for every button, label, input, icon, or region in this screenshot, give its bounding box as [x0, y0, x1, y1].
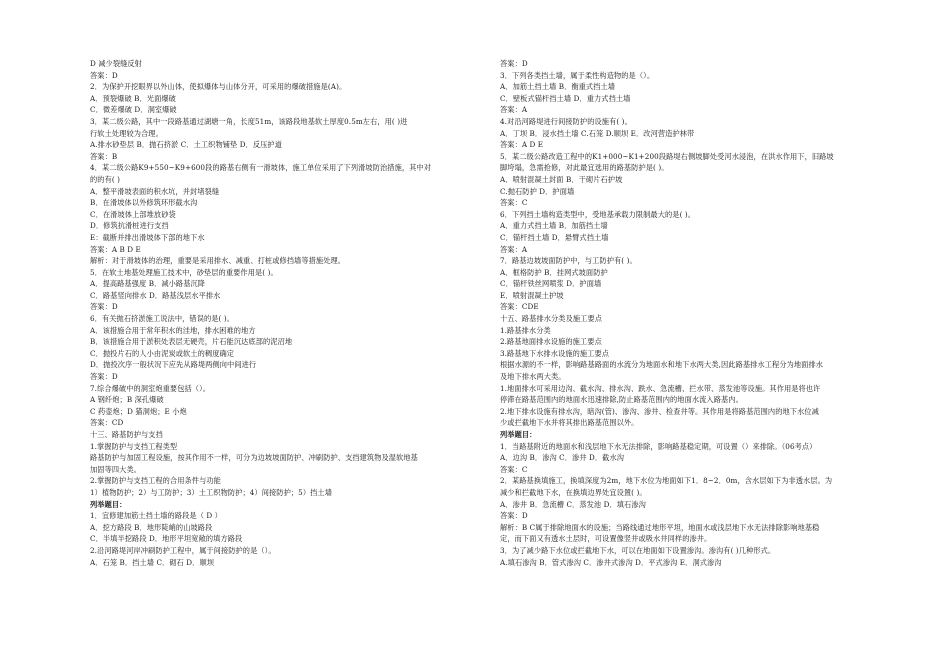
text-line: 列举题目：: [500, 430, 537, 439]
text-line: 定，而下面又有透水土层时，可设置像竖井或吸水井同样的渗井。: [500, 534, 712, 544]
text-line: 行软土处理较为合理。: [90, 128, 163, 138]
text-line: 2.沿河路堤河岸冲刷防护工程中，属于间接防护的是（）。: [90, 545, 276, 555]
text-line: 3．为了减少路下水位或拦截地下水，可以在地面如下设置渗沟。渗沟有( )几种形式。: [500, 545, 776, 555]
text-line: 答案：A: [500, 105, 528, 115]
text-line: 3.路基地下水排水设施的施工要点: [500, 348, 610, 358]
text-line: A．整平滑坡表面的积水坑，并封堵裂缝: [90, 186, 220, 196]
text-line: 1．当路基附近的地面水和浅层地下水无法排除，影响路基稳定期，可设置（）来排除。（06考点）: [500, 441, 817, 451]
text-line: 及地下排水两大类。: [500, 372, 566, 382]
text-line: 答案：A D E: [500, 140, 544, 150]
text-line: 5．某二级公路改造工程中的K1+000~K1+200段路堤右侧坡脚处受河水浸泡，在洪水作用下，旧路坡: [500, 151, 834, 161]
text-line: C.抛石防护 D．护面墙: [500, 186, 575, 196]
text-line: 解析：对于滑坡体的治理，重要是采用排水、减重、打桩或修挡墙等措施处理。: [90, 256, 346, 266]
text-line: 6．有关抛石挤淤施工说法中，错误的是( )。: [90, 314, 235, 324]
text-line: 2．为保护开挖眼界以外山体，使拟爆体与山体分开，可采用的爆破措施是(A)。: [90, 82, 347, 92]
text-line: 1）植物防护；2）与工防护；3）土工织物防护；4）间接防护；5）挡土墙: [90, 487, 332, 497]
text-line: 答案：D: [500, 511, 528, 521]
text-line: C．抛投片石的人小由泥炭或软土的稠度确定: [90, 348, 235, 358]
text-line: 4．某二级公路K9+550~K9+600段的路基右侧有一滑坡体，施工单位采用了下列滑坡防治措施，其中对: [90, 163, 432, 173]
text-line: 答案：A: [500, 244, 528, 254]
text-line: 5．在软土地基处理施工技术中，砂垫层的重要作用是( )。: [90, 267, 278, 277]
text-line: D．抛投次序一般状况下应先从路堤两侧向中间进行: [90, 360, 257, 370]
text-line: C．壁板式锚杆挡土墙 D．重力式挡土墙: [500, 93, 631, 103]
text-line: D 减少裂缝反射: [90, 59, 142, 68]
text-line: A．该措施合用于常年积水的洼地，排水困难的地方: [90, 325, 256, 335]
text-line: 路基防护与加固工程设施，按其作用不一样，可分为边坡坡面防护、冲刷防护、支挡建筑物及湿软地基: [90, 453, 418, 463]
text-line: A．挖方路段 B．地形陡峭的山坡路段: [90, 522, 213, 532]
text-line: 答案：D: [90, 70, 118, 80]
text-line: 答案：D: [90, 372, 118, 382]
text-line: 2.地下排水设施有排水沟，暗沟(管)、渗沟、渗井、检查井等。其作用是将路基范围内的地下水位减: [500, 406, 819, 416]
right-column: [500, 58, 880, 568]
text-line: C．半填半挖路段 D．地形平坦宽敞的填方路段: [90, 534, 243, 544]
text-line: 4.对沿河路堤进行间接防护的设施有( )。: [500, 116, 632, 126]
text-line: 十五、路基排水分类及施工要点: [500, 314, 603, 324]
text-line: A 钢纤炮；B 深孔爆破: [90, 395, 164, 405]
text-line: A．石笼 B．挡土墙 C．砌石 D．顺坝: [90, 557, 215, 567]
text-line: 3．某二级公路，其中一段路基通过湖塘一角，长度51m，该路段地基软土厚度0.5m左右，用( )进: [90, 116, 408, 126]
text-line: 减少和拦截地下水，在换填边界处宜设置( )。: [500, 487, 647, 497]
text-line: B．在滑坡体以外修筑环形截水沟: [90, 198, 198, 208]
text-line: 答案：CD: [90, 418, 124, 428]
text-line: 答案：D: [90, 302, 118, 312]
text-line: 根据水源的不一样，影响路基路面的水流分为地面水和地下水两大类,因此路基排水工程分为地面排水: [500, 360, 824, 370]
text-line: A．喷射混凝土封面 B．干砌片石护坡: [500, 174, 623, 184]
text-line: 2.掌握防护与支挡工程的合用条件与功能: [90, 476, 221, 486]
text-line: C．锚杆挡土墙 D．悬臂式挡土墙: [500, 232, 609, 242]
text-line: 停滞在路基范围内的地面水迅速排除,防止路基范围内的地面水流入路基内。: [500, 395, 743, 405]
text-line: 2.路基地面排水设施的施工要点: [500, 337, 602, 347]
text-line: 1.地面排水可采用边沟、截水沟、排水沟、跌水、急流槽、拦水带、蒸发池等设施。其作用是将也许: [500, 383, 821, 393]
text-line: 答案：B: [90, 151, 118, 161]
text-line: C．在滑坡体上部堆放砂袋: [90, 209, 176, 219]
text-line: 1.掌握防护与支挡工程类型: [90, 441, 178, 451]
text-line: 脚垮塌，急需抢修，对此最宜选用的路基防护是( )。: [500, 163, 669, 173]
text-line: E：截断并排出滑坡体下部的地下水: [90, 232, 205, 242]
text-line: A．边沟 B．渗沟 C．渗井 D．截水沟: [500, 453, 625, 463]
text-line: 7.综合爆破中的洞室炮重要包括（）。: [90, 383, 211, 393]
text-line: 1.路基排水分类: [500, 325, 551, 335]
text-line: A．加筋土挡土墙 B．衡重式挡土墙: [500, 82, 616, 92]
text-line: A．框格防护 B．挂网式坡面防护: [500, 267, 608, 277]
text-line: D．修筑抗滑桩进行支挡: [90, 221, 169, 231]
text-line: 答案：CDE: [500, 302, 539, 312]
text-line: A.填石渗沟 B．管式渗沟 C．渗井式渗沟 D．平式渗沟 E．洞式渗沟: [500, 557, 722, 567]
text-line: A.排水砂垫层 B．抛石挤淤 C．土工织物铺垫 D．反压护道: [90, 140, 283, 150]
text-line: 2．某路基换填施工，换填深度为2m，地下水位为地面如下1．8~2．0m，含水层如下为非透水层。为: [500, 476, 833, 486]
text-line: C．微差爆破 D．洞室爆破: [90, 105, 177, 115]
text-line: A．预裂爆破 B．光面爆破: [90, 93, 176, 103]
text-line: B．该措施合用于淤积处表层无硬壳，片石能沉达底部的泥沼地: [90, 337, 293, 347]
text-line: A．提高路基强度 B．减小路基沉降: [90, 279, 206, 289]
text-line: 十三、路基防护与支挡: [90, 430, 163, 439]
text-line: C 药壶炮；D 猫洞炮；E 小炮: [90, 406, 187, 416]
text-line: 答案：C: [500, 198, 528, 208]
text-line: 加固等四大类。: [90, 464, 142, 474]
text-line: 1．宜修建加筋土挡土墙的路段是（ D ）: [90, 511, 222, 521]
text-line: A．丁坝 B．浸水挡土墙 C.石笼 D.顺坝 E．改河营造护林带: [500, 128, 695, 138]
text-line: 答案：D: [500, 59, 528, 68]
text-line: 6．下列挡土墙构造类型中，受地基承载力限制最大的是( )。: [500, 209, 696, 219]
text-line: 解析：B C属于排除地面水的设施；当路线通过地形平坦，地面水或浅层地下水无法排除影响地基稳: [500, 522, 820, 532]
text-line: 少或拦截地下水并将其排出路基范围以外。: [500, 418, 639, 428]
text-line: 列举题目：: [90, 499, 127, 509]
left-column: [90, 58, 450, 568]
text-line: A．渗井 B．急流槽 C．蒸发池 D．填石渗沟: [500, 499, 646, 509]
text-line: E．喷射混凝土护坡: [500, 290, 564, 300]
text-line: C．锚杆铁丝网喷浆 D．护面墙: [500, 279, 602, 289]
text-line: C．路基竖向排水 D．路基浅层水平排水: [90, 290, 221, 300]
text-line: 答案：A B D E: [90, 244, 141, 254]
text-line: 7．路基边坡坡面防护中，与工防护有( )。: [500, 256, 637, 266]
text-line: 的的有( ): [90, 174, 121, 184]
text-line: 答案：C: [500, 464, 528, 474]
text-line: 3．下列各类挡土墙，属于柔性构造物的是（）。: [500, 70, 655, 80]
text-line: A．重力式挡土墙 B．加筋挡土墙: [500, 221, 608, 231]
